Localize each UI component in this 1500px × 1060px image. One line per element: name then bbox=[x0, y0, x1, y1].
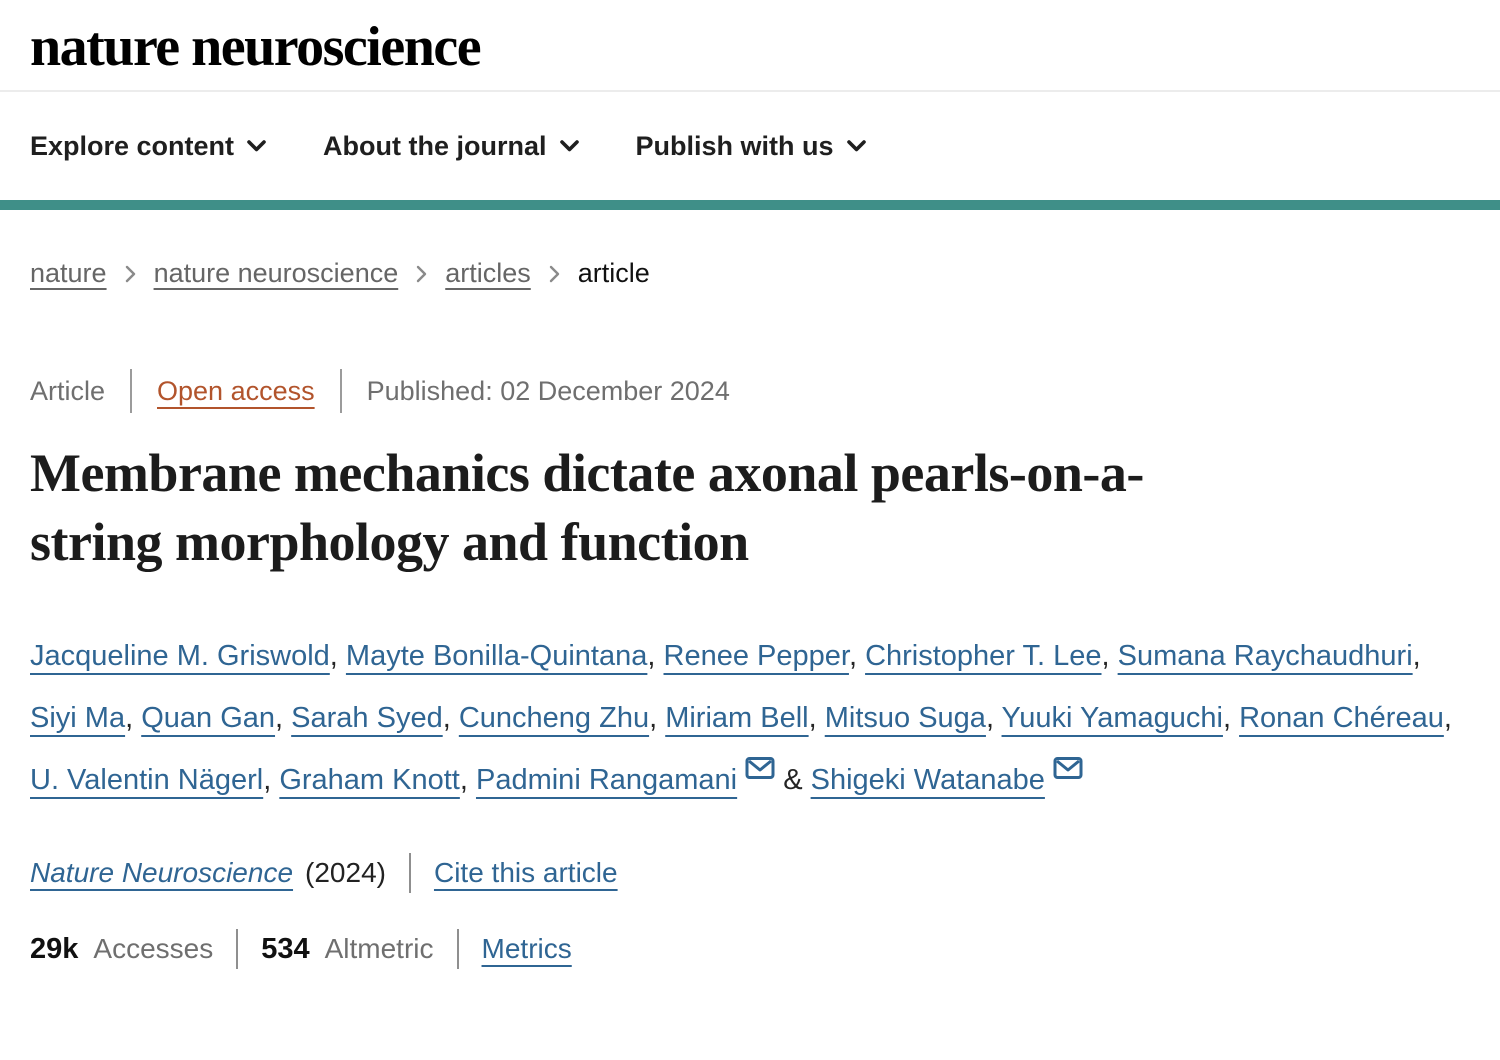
author-list bbox=[30, 625, 1470, 811]
breadcrumb-separator bbox=[548, 263, 561, 285]
author-separator: , bbox=[442, 702, 459, 734]
breadcrumb-current: article bbox=[577, 258, 650, 288]
author-separator: , bbox=[808, 702, 825, 734]
author-link-jacqueline-m-griswold[interactable]: Jacqueline M. Griswold bbox=[30, 640, 330, 672]
chevron-right-icon bbox=[548, 263, 561, 285]
article-title-line-2: string morphology and function bbox=[30, 512, 749, 572]
nav-item-publish-with-us[interactable] bbox=[636, 131, 867, 162]
journal-logo[interactable]: nature neuroscience bbox=[30, 16, 481, 78]
author-link-mitsuo-suga[interactable]: Mitsuo Suga bbox=[824, 702, 986, 734]
journal-color-bar bbox=[0, 200, 1500, 210]
author-separator: , bbox=[1443, 702, 1452, 734]
breadcrumb bbox=[30, 258, 1470, 289]
accesses-count: 29k bbox=[30, 932, 79, 965]
citation-year: (2024) bbox=[305, 857, 386, 888]
breadcrumb-link-articles[interactable]: articles bbox=[445, 258, 531, 288]
author-separator: , bbox=[459, 764, 476, 796]
author-link-padmini-rangamani[interactable]: Padmini Rangamani bbox=[475, 764, 738, 796]
author-link-yuuki-yamaguchi[interactable]: Yuuki Yamaguchi bbox=[1001, 702, 1223, 734]
metrics-divider bbox=[457, 929, 459, 969]
author-link-sumana-raychaudhuri[interactable]: Sumana Raychaudhuri bbox=[1117, 640, 1413, 672]
author-separator: , bbox=[1222, 702, 1240, 734]
author-separator: , bbox=[1412, 640, 1421, 672]
chevron-down-icon bbox=[846, 139, 867, 153]
metrics-row bbox=[30, 929, 1470, 969]
metrics-divider bbox=[236, 929, 238, 969]
main-nav bbox=[0, 92, 1500, 200]
logo-row bbox=[0, 0, 1500, 90]
site-header bbox=[0, 0, 1500, 210]
breadcrumb-separator bbox=[124, 263, 137, 285]
article-title bbox=[30, 439, 1470, 577]
altmetric-count: 534 bbox=[261, 932, 310, 965]
author-link-quan-gan[interactable]: Quan Gan bbox=[141, 702, 276, 734]
author-link-miriam-bell[interactable]: Miriam Bell bbox=[665, 702, 809, 734]
email-icon-link[interactable] bbox=[1053, 740, 1083, 802]
open-access-link[interactable]: Open access bbox=[157, 375, 315, 406]
author-separator: , bbox=[125, 702, 142, 734]
meta-divider bbox=[130, 369, 132, 413]
nav-item-about-the-journal[interactable] bbox=[323, 131, 579, 162]
author-separator: , bbox=[649, 702, 666, 734]
author-link-shigeki-watanabe[interactable]: Shigeki Watanabe bbox=[810, 764, 1045, 796]
author-link-u-valentin-n-gerl[interactable]: U. Valentin Nägerl bbox=[30, 764, 264, 796]
breadcrumb-separator bbox=[415, 263, 428, 285]
altmetric-label: Altmetric bbox=[324, 933, 434, 964]
author-separator: , bbox=[1101, 640, 1118, 672]
chevron-down-icon bbox=[246, 139, 267, 153]
author-link-siyi-ma[interactable]: Siyi Ma bbox=[30, 702, 126, 734]
author-separator: , bbox=[275, 702, 292, 734]
meta-divider bbox=[340, 369, 342, 413]
author-link-graham-knott[interactable]: Graham Knott bbox=[279, 764, 460, 796]
article-type-label: Article bbox=[30, 375, 106, 406]
nav-item-label: Publish with us bbox=[635, 130, 834, 161]
chevron-right-icon bbox=[415, 263, 428, 285]
author-separator: , bbox=[985, 702, 1002, 734]
author-separator: , bbox=[848, 640, 866, 672]
article-meta-row bbox=[30, 369, 1470, 413]
author-link-ronan-ch-reau[interactable]: Ronan Chéreau bbox=[1239, 702, 1444, 734]
author-link-renee-pepper[interactable]: Renee Pepper bbox=[663, 640, 849, 672]
chevron-right-icon bbox=[124, 263, 137, 285]
nav-item-label: About the journal bbox=[323, 130, 547, 161]
email-icon-link[interactable] bbox=[745, 740, 775, 802]
nav-item-explore-content[interactable] bbox=[30, 131, 267, 162]
nav-item-label: Explore content bbox=[30, 130, 235, 161]
accesses-label: Accesses bbox=[93, 933, 214, 964]
article-title-line-1: Membrane mechanics dictate axonal pearls-on-a- bbox=[30, 443, 1144, 503]
citation-divider bbox=[409, 853, 411, 893]
email-icon bbox=[1053, 756, 1083, 780]
chevron-down-icon bbox=[559, 139, 580, 153]
author-link-cuncheng-zhu[interactable]: Cuncheng Zhu bbox=[458, 702, 650, 734]
breadcrumb-link-nature[interactable]: nature bbox=[30, 258, 107, 288]
author-link-christopher-t-lee[interactable]: Christopher T. Lee bbox=[865, 640, 1102, 672]
article-header-main bbox=[0, 258, 1500, 969]
author-separator: , bbox=[647, 640, 664, 672]
author-separator: & bbox=[775, 764, 811, 796]
metrics-link[interactable]: Metrics bbox=[481, 933, 572, 964]
published-date: Published: 02 December 2024 bbox=[366, 375, 730, 406]
journal-citation-link[interactable]: Nature Neuroscience bbox=[30, 857, 294, 888]
cite-this-article-link[interactable]: Cite this article bbox=[433, 857, 618, 888]
author-link-sarah-syed[interactable]: Sarah Syed bbox=[291, 702, 443, 734]
author-link-mayte-bonilla-quintana[interactable]: Mayte Bonilla-Quintana bbox=[345, 640, 648, 672]
citation-row bbox=[30, 853, 1470, 893]
author-separator: , bbox=[263, 764, 280, 796]
breadcrumb-link-nature-neuroscience[interactable]: nature neuroscience bbox=[153, 258, 399, 288]
author-separator: , bbox=[329, 640, 346, 672]
email-icon bbox=[745, 756, 775, 780]
